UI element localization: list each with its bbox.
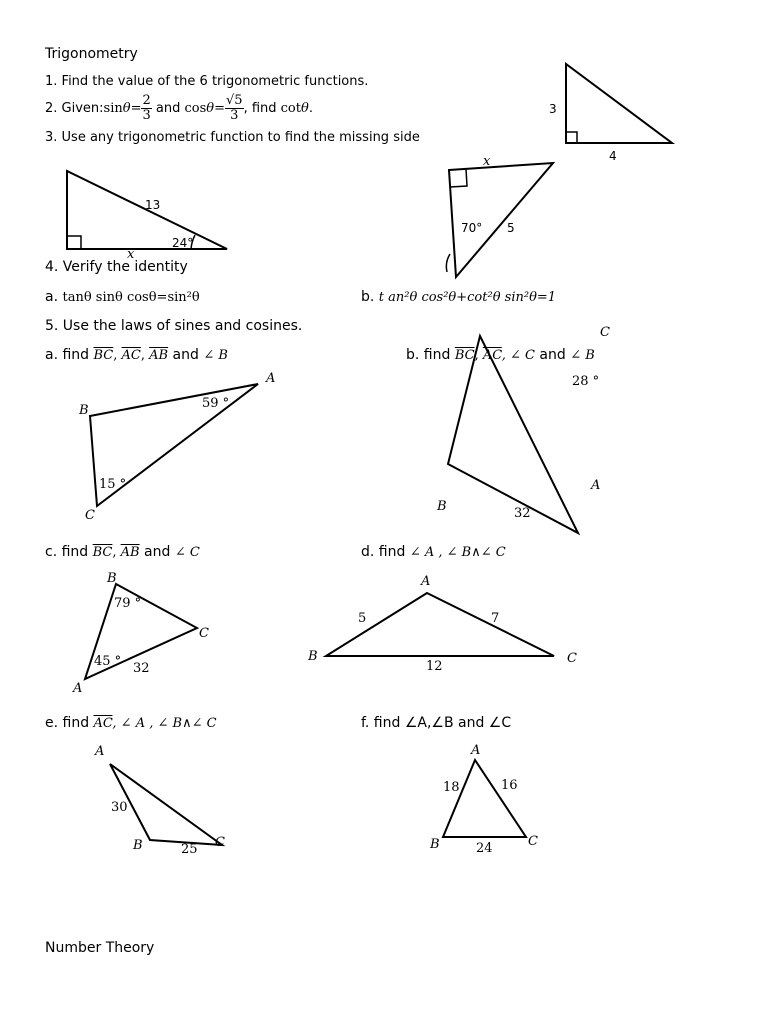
- q2-cos-num: √5: [226, 93, 243, 109]
- q5d-prefix: d. find: [361, 544, 410, 560]
- q5b-and: and: [534, 347, 571, 363]
- right-angle-mark-fig1: [566, 132, 577, 143]
- fig3-side: 5: [507, 221, 515, 235]
- fig-c-angle-b: 79 °: [114, 596, 142, 611]
- q2-sin-den: 3: [142, 108, 151, 123]
- q5c-segment-bc: $\overline{BC}$: [92, 545, 113, 560]
- question-5a: a. find $\overline{BC}$, $\overline{AC}$, $\overline{AB}$ and ∠ B: [45, 347, 228, 363]
- q5e-segment-ac: $\overline{AC}$: [93, 716, 113, 731]
- q2-end: .: [308, 101, 313, 116]
- triangle-fig-f: [443, 760, 526, 837]
- fig-a-angle-a: 59 °: [202, 396, 230, 411]
- q5b-angle-b: ∠ B: [570, 348, 595, 363]
- fig-b-side: 32: [514, 506, 531, 521]
- triangle-fig1: [566, 64, 672, 143]
- fig3-top-x: x: [483, 154, 491, 169]
- q5a-segment-ab: $\overline{AB}$: [149, 348, 169, 363]
- section-heading-number-theory: Number Theory: [45, 940, 155, 956]
- q5c-and: and: [139, 544, 175, 560]
- q5a-prefix: a. find: [45, 347, 94, 363]
- fig-f-vertex-c: C: [528, 834, 538, 849]
- right-angle-mark-fig2: [67, 236, 81, 249]
- fig-f-side-ac: 16: [501, 778, 518, 793]
- fig-a-vertex-b: B: [79, 403, 89, 418]
- fig-a-vertex-c: C: [85, 508, 95, 523]
- fig-f-side-ab: 18: [443, 780, 460, 795]
- q5b-angle-c: , ∠ C: [501, 348, 535, 363]
- triangle-fig-b: [448, 336, 578, 533]
- fig2-angle: 24°: [172, 236, 194, 250]
- fig-e-vertex-a: A: [95, 744, 105, 759]
- fig-c-angle-a: 45 °: [94, 654, 122, 669]
- fig-d-vertex-a: A: [421, 574, 431, 589]
- question-1: 1. Find the value of the 6 trigonometric functions.: [45, 74, 369, 89]
- fig3-angle: 70°: [461, 221, 483, 235]
- q2-cos: cos: [184, 101, 207, 116]
- q2-eq: =: [130, 101, 142, 116]
- fig-d-side-ab: 5: [358, 611, 367, 626]
- q2-eq-2: =: [214, 101, 226, 116]
- fig-e-side-ab: 30: [111, 800, 128, 815]
- fig-e-vertex-c: C: [215, 835, 225, 850]
- triangle-fig3: [449, 163, 553, 277]
- q2-cot: cot: [280, 101, 301, 116]
- fig1-side-bottom: 4: [609, 149, 617, 163]
- fig-b-angle-c: 28 °: [572, 374, 600, 389]
- fig-f-vertex-b: B: [430, 837, 440, 852]
- q5a-segment-bc: $\overline{BC}$: [93, 348, 114, 363]
- q2-sin-num: 2: [142, 93, 151, 109]
- q4b-expression: t an²θ cos²θ+cot²θ sin²θ=1: [378, 290, 557, 305]
- fig-b-vertex-a: A: [591, 478, 601, 493]
- q2-theta-2: θ: [206, 101, 215, 116]
- q4a-label: a.: [45, 289, 63, 305]
- q5c-prefix: c. find: [45, 544, 93, 560]
- q5c-angle-c: ∠ C: [174, 545, 200, 560]
- fig-f-vertex-a: A: [471, 743, 481, 758]
- q4a-expression: tanθ sinθ cosθ=sin²θ: [62, 290, 200, 305]
- fig-f-side-bc: 24: [476, 841, 493, 856]
- q5a-segment-ac: $\overline{AC}$: [121, 348, 141, 363]
- q2-sin: sin: [103, 101, 123, 116]
- q5b-segment-bc: $\overline{BC}$: [454, 348, 475, 363]
- q5b-prefix: b. find: [406, 347, 455, 363]
- question-3: 3. Use any trigonometric function to find the missing side: [45, 130, 420, 145]
- fig-c-vertex-b: B: [107, 571, 117, 586]
- angle-arc-fig3: [446, 254, 450, 272]
- question-5f: f. find ∠A,∠B and ∠C: [361, 715, 512, 731]
- q5e-expression: , ∠ A , ∠ B∧∠ C: [112, 716, 217, 731]
- q2-prefix: 2. Given:: [45, 101, 104, 116]
- right-angle-mark-fig3: [450, 169, 467, 187]
- fig-c-side: 32: [133, 661, 150, 676]
- fig-b-vertex-c: C: [600, 325, 610, 340]
- fig1-side-left: 3: [549, 102, 557, 116]
- question-5: 5. Use the laws of sines and cosines.: [45, 318, 303, 334]
- fig-d-vertex-b: B: [308, 649, 318, 664]
- q2-find: , find: [243, 101, 281, 116]
- fig-c-vertex-c: C: [199, 626, 209, 641]
- q2-cos-den: 3: [230, 108, 239, 123]
- question-5c: c. find $\overline{BC}$, $\overline{AB}$ and ∠ C: [45, 544, 200, 560]
- fig-b-vertex-b: B: [437, 499, 447, 514]
- q2-and: and: [151, 101, 185, 116]
- question-4: 4. Verify the identity: [45, 259, 188, 275]
- fig-a-vertex-a: A: [266, 371, 276, 386]
- fig-d-side-ac: 7: [491, 611, 500, 626]
- fig-e-side-bc: 25: [181, 842, 198, 857]
- q4b-label: b.: [361, 289, 379, 305]
- q5c-segment-ab: $\overline{AB}$: [120, 545, 140, 560]
- fig-e-vertex-b: B: [133, 838, 143, 853]
- section-heading-trigonometry: Trigonometry: [45, 46, 138, 62]
- fig2-bottom-x: x: [127, 247, 135, 262]
- question-5b: b. find $\overline{BC}$, $\overline{AC}$, ∠ C and ∠ B: [406, 347, 595, 363]
- q2-theta: θ: [122, 101, 131, 116]
- fig-c-vertex-a: A: [73, 681, 83, 696]
- fig2-hypotenuse: 13: [145, 198, 161, 212]
- q2-theta-3: θ: [301, 101, 309, 116]
- q5d-expression: ∠ A , ∠ B∧∠ C: [409, 545, 506, 560]
- fig-a-angle-c: 15 °: [99, 477, 127, 492]
- q5e-prefix: e. find: [45, 715, 94, 731]
- fig-d-side-bc: 12: [426, 659, 443, 674]
- q5b-segment-ac: $\overline{AC}$: [482, 348, 502, 363]
- fig-d-vertex-c: C: [567, 651, 577, 666]
